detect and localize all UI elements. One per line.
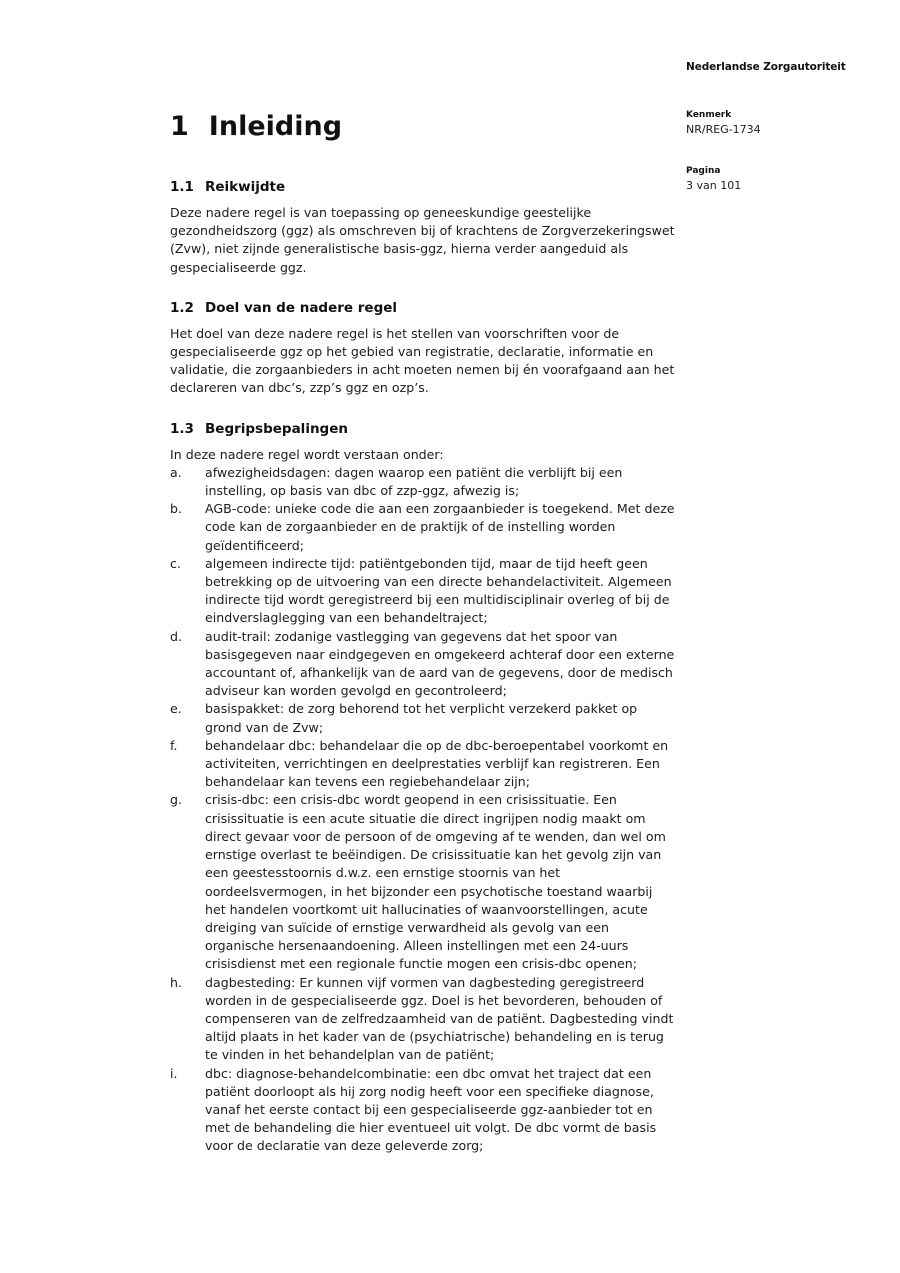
kenmerk-value: NR/REG-1734 [686,123,761,136]
kenmerk-label: Kenmerk [686,110,732,120]
definition-item [170,555,676,628]
section-title: Doel van de nadere regel [205,299,398,316]
section-heading [170,421,676,437]
section-heading [170,179,676,195]
definition-text: algemeen indirecte tijd: patiëntgebonden tijd, maar de tijd heeft geen betrekking op de uitvoering van een directe behandelactiviteit. Algemeen indirecte tijd wordt geregistreerd bij een multidisciplinair overleg of bij de eindverslaglegging van een behandeltraject; [205,555,672,626]
definition-text: behandelaar dbc: behandelaar die op de dbc-beroepentabel voorkomt en activiteiten, verrichtingen en deelprestaties verblijf kan registreren. Een behandelaar kan tevens een regiebehandelaar zijn; [205,737,669,790]
definition-letter: h. [170,974,182,990]
definition-item [170,737,676,792]
definition-list [170,464,676,1156]
definition-item [170,464,676,500]
chapter-title: Inleiding [208,111,343,142]
section-reikwijdte [170,179,676,277]
definition-text: dbc: diagnose-behandelcombinatie: een dbc omvat het traject dat een patiënt doorloopt als hij zorg nodig heeft voor een specifieke diagnose, vanaf het eerste contact bij een gespecialiseerde ggz-aanbieder tot en met de behandeling die hier eventueel uit volgt. De dbc vormt de basis voor de declaratie van deze geleverde zorg; [205,1065,657,1154]
definition-text: dagbesteding: Er kunnen vijf vormen van dagbesteding geregistreerd worden in de gespecialiseerde ggz. Doel is het bevorderen, behouden of compenseren van de zelfredzaamheid van de patiënt. Dagbesteding vindt altijd plaats in het kader van de (psychiatrische) behandeling en is terug te vinden in het behandelplan van de patiënt; [205,974,674,1063]
main-text-column [170,113,676,1156]
chapter-number: 1 [170,111,189,142]
kenmerk-block [686,109,761,137]
definition-item [170,628,676,701]
section-begripsbepalingen [170,421,676,1156]
definition-item [170,1065,676,1156]
definition-letter: f. [170,737,178,753]
section-title: Reikwijdte [205,179,286,195]
section-paragraph: Het doel van deze nadere regel is het stellen van voorschriften voor de gespecialiseerde ggz op het gebied van registratie, declaratie, informatie en validatie, die zorgaanbieders in acht moeten nemen bij én voorafgaand aan het declareren van dbc’s, zzp’s ggz en ozp’s. [170,325,675,396]
section-doel [170,300,676,398]
pagina-block [686,165,741,193]
definition-text: crisis-dbc: een crisis-dbc wordt geopend in een crisissituatie. Een crisissituatie is een acute situatie die direct ingrijpen nodig maakt om direct gevaar voor de persoon of de omgeving af te wenden, dan wel om ernstige overlast te beëindigen. De crisissituatie kan het gevolg zijn van een geestesstoornis d.w.z. een ernstige stoornis van het oordeelsvermogen, in het bijzonder een psychotische toestand waarbij het handelen voortkomt uit hallucinaties of waanvoorstellingen, acute dreiging van suïcide of ernstige verwardheid als gevolg van een organische hersenaandoening. Alleen instellingen met een 24-uurs crisisdienst met een regionale functie mogen een crisis-dbc openen; [205,792,666,972]
definition-item [170,791,676,973]
definition-letter: e. [170,701,182,717]
definition-text: afwezigheidsdagen: dagen waarop een patiënt die verblijft bij een instelling, op basis van dbc of zzp-ggz, afwezig is; [205,464,623,499]
section-title: Begripsbepalingen [205,420,348,437]
definitions-intro: In deze nadere regel wordt verstaan onder: [170,446,444,462]
definition-item [170,500,676,555]
definition-letter: b. [170,501,182,517]
pagina-label: Pagina [686,166,721,176]
definition-letter: d. [170,628,182,644]
definition-text: AGB-code: unieke code die aan een zorgaanbieder is toegekend. Met deze code kan de zorgaanbieder en de praktijk of de instelling worden geïdentificeerd; [205,501,675,553]
pagina-value: 3 van 101 [686,179,742,192]
section-heading [170,300,676,316]
definition-letter: c. [170,555,181,571]
section-number: 1.2 [170,299,194,316]
section-paragraph: Deze nadere regel is van toepassing op geneeskundige geestelijke gezondheidszorg (ggz) als omschreven bij of krachtens de Zorgverzekeringswet (Zvw), niet zijnde generalistische basis-ggz, hierna verder aangeduid als gespecialiseerde ggz. [170,205,675,275]
org-wordmark: Nederlandse Zorgautoriteit [686,61,846,73]
definition-letter: i. [170,1065,178,1081]
definition-text: audit-trail: zodanige vastlegging van gegevens dat het spoor van basisgegeven naar eindgegeven en omgekeerd achteraf door een externe accountant of, afhankelijk van de aard van de gegevens, door de medisch adviseur kan worden gevolgd en gecontroleerd; [205,628,675,699]
definition-letter: a. [170,464,182,480]
definition-text: basispakket: de zorg behorend tot het verplicht verzekerd pakket op grond van de Zvw; [205,701,638,735]
definition-letter: g. [170,792,182,808]
section-number: 1.3 [170,420,194,437]
definition-item [170,974,676,1065]
definition-item [170,700,676,736]
chapter-heading [170,113,676,141]
section-number: 1.1 [170,179,194,195]
